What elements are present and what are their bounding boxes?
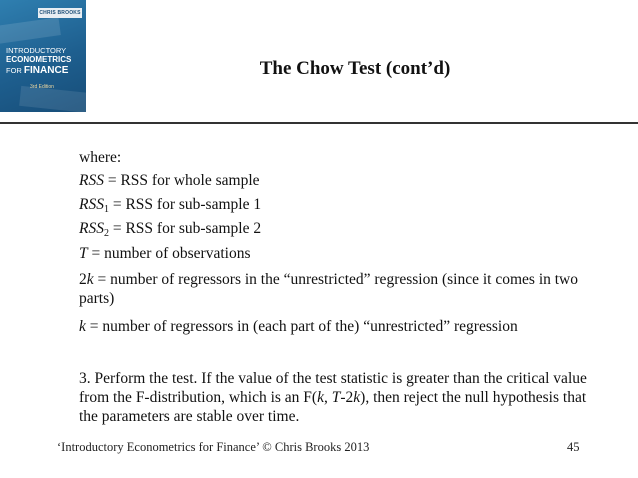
symbol: T — [79, 245, 88, 262]
definition-t — [79, 245, 250, 263]
symbol: k — [317, 389, 324, 406]
step-3-paragraph — [79, 369, 599, 426]
symbol: T — [331, 389, 341, 406]
definition-rss1 — [79, 196, 261, 214]
page-number: 45 — [567, 440, 580, 454]
definition-rss — [79, 172, 260, 190]
cover-decoration — [0, 17, 61, 45]
step-text: -2 — [340, 389, 354, 406]
definition-text: = RSS for sub-sample 2 — [108, 220, 262, 237]
subscript: 2 — [103, 228, 109, 239]
cover-author: CHRIS BROOKS — [39, 10, 81, 16]
step-text: ), then reject the null hypothesis that the parameters are stable over time. — [79, 389, 587, 425]
cover-title-line2: ECONOMETRICS — [6, 55, 72, 64]
title-divider — [0, 122, 638, 124]
definition-text: = number of regressors in (each part of the) “unrestricted” regression — [85, 318, 518, 335]
definition-rss2 — [79, 220, 261, 238]
cover-title-finance: FINANCE — [23, 65, 69, 76]
book-cover-image — [0, 0, 86, 112]
subscript: 1 — [103, 204, 109, 215]
coefficient: 2 — [79, 271, 87, 288]
footer-copyright: ‘Introductory Econometrics for Finance’ © Chris Brooks 2013 — [57, 440, 370, 454]
definition-text: = number of regressors in the “unrestricted” regression (since it comes in two parts) — [79, 271, 579, 307]
symbol: RSS — [79, 196, 104, 213]
definition-2k — [79, 270, 599, 308]
cover-edition: 3rd Edition — [30, 84, 54, 90]
symbol: RSS — [79, 172, 104, 189]
symbol: k — [86, 271, 94, 288]
symbol: RSS — [79, 220, 104, 237]
symbol: k — [353, 389, 361, 406]
definition-text: = RSS for sub-sample 1 — [108, 196, 262, 213]
definition-k — [79, 318, 518, 336]
definition-text: = number of observations — [87, 245, 251, 262]
where-label: where: — [79, 149, 122, 166]
cover-title-line1: INTRODUCTORY — [6, 46, 67, 55]
symbol: k — [79, 318, 86, 335]
step-text: , — [323, 389, 332, 406]
slide-title: The Chow Test (cont’d) — [259, 58, 451, 79]
cover-title-line3 — [6, 66, 68, 76]
cover-title-for: FOR — [6, 66, 24, 75]
step-text: 3. Perform the test. If the value of the test statistic is greater than the critical value from the F-distribution, which is an F( — [79, 370, 587, 406]
definition-text: = RSS for whole sample — [103, 172, 260, 189]
